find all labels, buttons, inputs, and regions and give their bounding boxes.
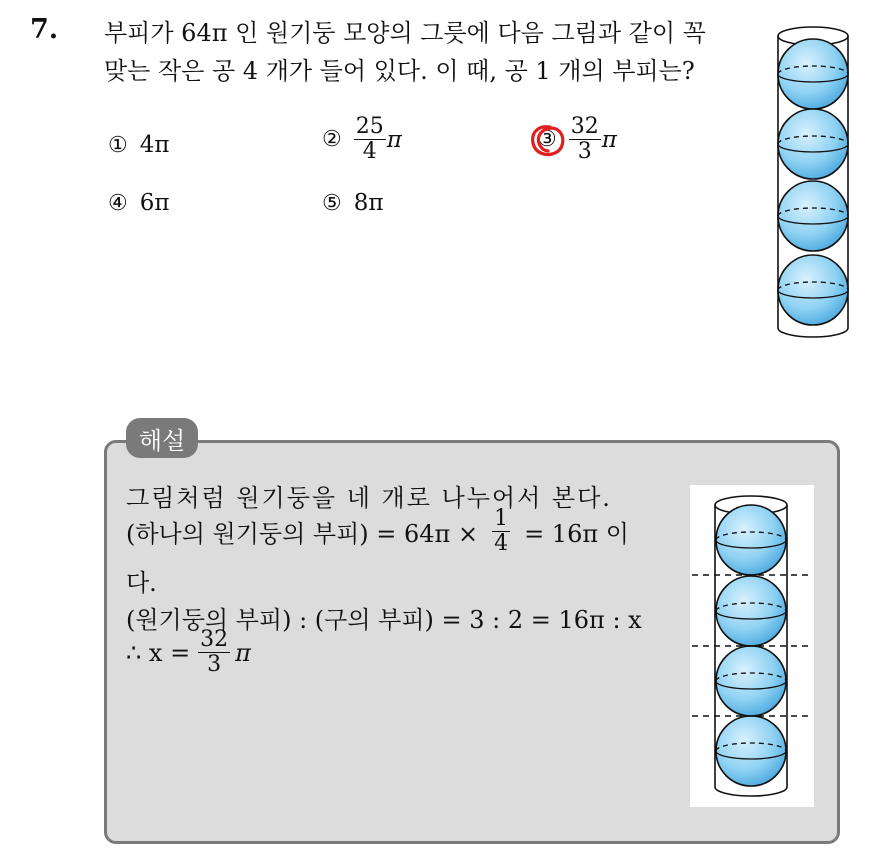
- solution-line-5: [126, 628, 251, 677]
- solution-line-2-denominator: 4: [494, 531, 509, 556]
- ball: [778, 109, 848, 179]
- ball: [716, 716, 786, 786]
- choice-4-text: 6π: [139, 190, 170, 216]
- question-line-1: 부피가 64π 인 원기둥 모양의 그릇에 다음 그림과 같이 꼭: [104, 19, 706, 47]
- ball: [716, 505, 786, 575]
- solution-line-5-numerator: 32: [200, 627, 229, 652]
- question-line-2: 맞는 작은 공 4 개가 들어 있다. 이 때, 공 1 개의 부피는?: [104, 57, 695, 85]
- question-number: 7.: [30, 14, 59, 45]
- choice-2-denominator: 4: [362, 139, 377, 164]
- solution-line-5-left: ∴ x =: [126, 638, 191, 667]
- solution-badge: 해설: [126, 418, 198, 458]
- answer-mark-icon: [528, 121, 568, 161]
- choice-3-number: ③: [537, 127, 557, 152]
- choice-5-text: 8π: [353, 190, 384, 216]
- solution-line-4: (원기둥의 부피) : (구의 부피) = 3 : 2 = 16π : x: [126, 606, 642, 634]
- cylinder-bottom-arc: [715, 787, 787, 796]
- choice-5[interactable]: [322, 190, 383, 216]
- choice-1[interactable]: [108, 132, 169, 158]
- choice-2-number: ②: [322, 127, 342, 152]
- cylinder-figure: [770, 14, 856, 346]
- choice-1-text: 4π: [139, 132, 170, 158]
- ball: [716, 576, 786, 646]
- choice-1-number: ①: [108, 132, 128, 158]
- choice-3-denominator: 3: [577, 139, 592, 164]
- choice-3-numerator: 32: [570, 114, 599, 139]
- ball: [778, 181, 848, 251]
- solution-line-2-fraction: [492, 507, 510, 556]
- choice-4-number: ④: [108, 190, 128, 216]
- solution-line-3: 다.: [126, 569, 157, 597]
- divided-cylinder-figure: [690, 485, 814, 807]
- choice-2-fraction: [354, 115, 386, 164]
- solution-line-5-fraction: [198, 628, 230, 677]
- solution-line-2-left: (하나의 원기둥의 부피) = 64π ×: [126, 520, 479, 548]
- choice-3-pi: π: [601, 126, 617, 153]
- ball: [716, 646, 786, 716]
- solution-line-5-denominator: 3: [207, 652, 222, 677]
- solution-line-2-right: = 16π 이: [524, 520, 629, 548]
- ball: [778, 39, 848, 109]
- solution-line-1: 그림처럼 원기둥을 네 개로 나누어서 본다.: [126, 484, 612, 512]
- solution-line-2: [126, 507, 629, 556]
- choice-2-pi: π: [386, 126, 402, 153]
- question-text: [104, 14, 764, 90]
- choice-2-numerator: 25: [355, 114, 384, 139]
- solution-line-2-numerator: 1: [494, 506, 509, 531]
- ball: [778, 255, 848, 325]
- cylinder-bottom-arc: [778, 328, 848, 337]
- solution-line-5-pi: π: [235, 638, 251, 667]
- choice-2[interactable]: [322, 115, 402, 164]
- choice-4[interactable]: [108, 190, 169, 216]
- choice-5-number: ⑤: [322, 190, 342, 216]
- choice-3-fraction: [569, 115, 601, 164]
